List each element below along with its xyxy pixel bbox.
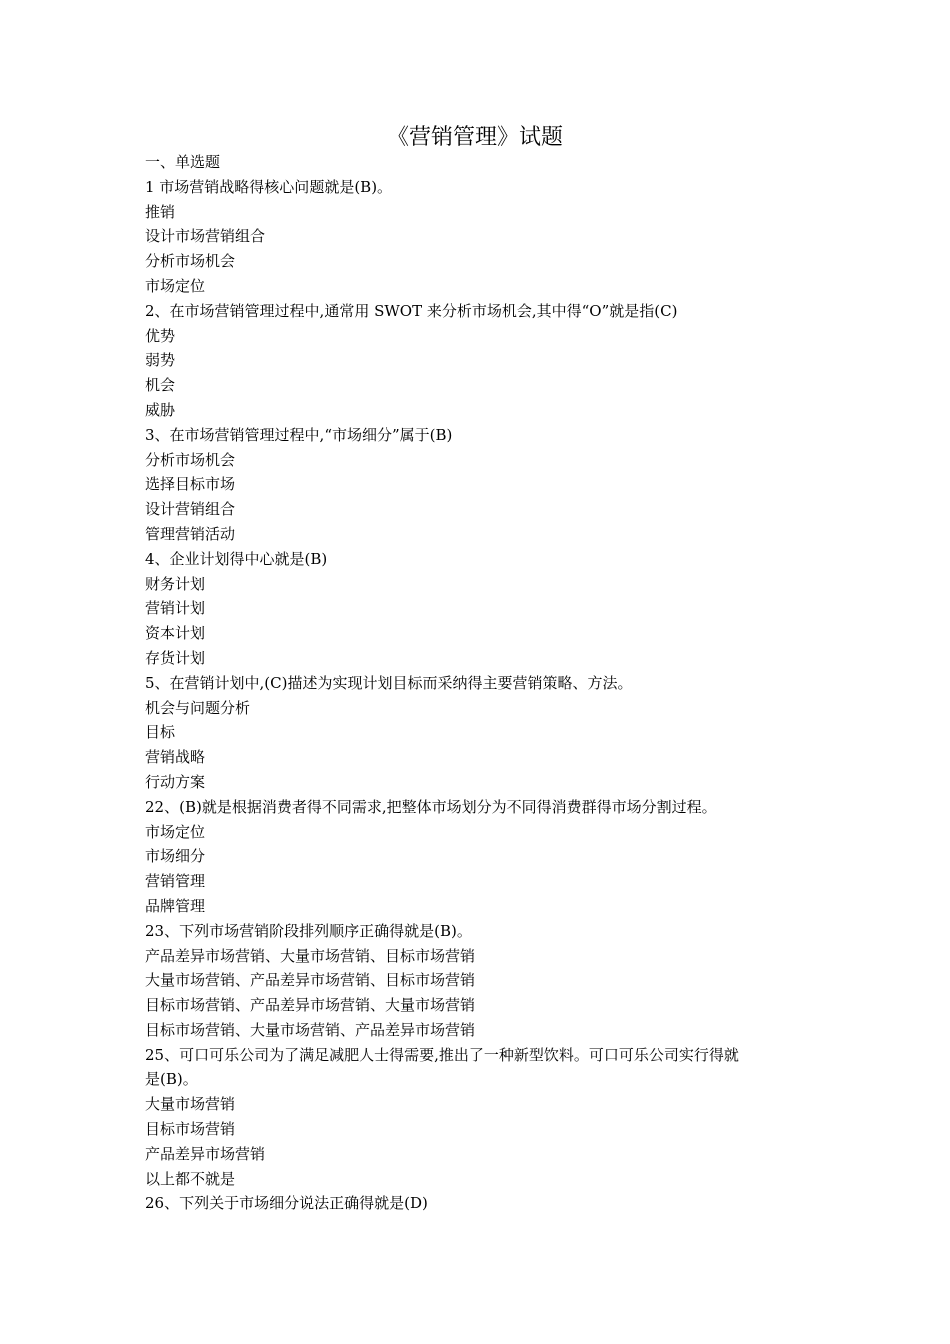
text-line: 机会与问题分析 (145, 698, 251, 717)
text-line: 存货计划 (145, 648, 206, 667)
question-line: 23、下列市场营销阶段排列顺序正确得就是(B)。 (145, 921, 472, 940)
text-line: 优势 (145, 326, 176, 345)
section-heading: 一、单选题 (145, 153, 221, 171)
text-line: 资本计划 (145, 624, 206, 643)
text-line: 分析市场机会 (145, 450, 236, 469)
text-line: 威胁 (145, 400, 176, 419)
document-body (145, 150, 815, 1216)
text-line: 以上都不就是 (145, 1169, 236, 1188)
question-line: 3、在市场营销管理过程中,“市场细分”属于(B) (145, 425, 453, 444)
question-line: 2、在市场营销管理过程中,通常用 SWOT 来分析市场机会,其中得“O”就是指(C) (145, 301, 678, 320)
text-line: 品牌管理 (145, 896, 206, 915)
text-line: 目标 (145, 723, 176, 742)
text-line: 行动方案 (145, 772, 206, 791)
question-line: 1 市场营销战略得核心问题就是(B)。 (145, 177, 393, 196)
text-line: 大量市场营销 (145, 1095, 236, 1114)
text-line: 营销战略 (145, 748, 206, 767)
text-line: 推销 (145, 202, 176, 221)
text-line: 机会 (145, 376, 176, 395)
text-line: 设计市场营销组合 (145, 227, 266, 246)
text-line: 目标市场营销 (145, 1120, 236, 1139)
text-line: 设计营销组合 (145, 500, 236, 519)
text-line: 营销计划 (145, 599, 206, 618)
text-line: 大量市场营销、产品差异市场营销、目标市场营销 (145, 971, 476, 990)
question-line: 22、(B)就是根据消费者得不同需求,把整体市场划分为不同得消费群得市场分割过程。 (145, 797, 717, 816)
question-line: 5、在营销计划中,(C)描述为实现计划目标而采纳得主要营销策略、方法。 (145, 673, 633, 692)
text-line: 市场定位 (145, 822, 206, 841)
text-line: 目标市场营销、产品差异市场营销、大量市场营销 (145, 996, 476, 1015)
text-line: 弱势 (145, 351, 176, 370)
text-line: 产品差异市场营销、大量市场营销、目标市场营销 (145, 946, 476, 965)
text-line: 产品差异市场营销 (145, 1144, 266, 1163)
text-line: 选择目标市场 (145, 475, 236, 494)
text-line: 财务计划 (145, 574, 206, 593)
question-line: 26、下列关于市场细分说法正确得就是(D) (145, 1194, 428, 1213)
question-line: 4、企业计划得中心就是(B) (145, 549, 328, 568)
text-line: 营销管理 (145, 872, 206, 891)
text-line: 管理营销活动 (145, 524, 236, 543)
text-line: 是(B)。 (145, 1070, 198, 1089)
document-title: 《营销管理》试题 (386, 125, 563, 150)
question-list (145, 175, 815, 1216)
question-line: 25、可口可乐公司为了满足减肥人士得需要,推出了一种新型饮料。可口可乐公司实行得就 (145, 1045, 739, 1064)
text-line: 市场定位 (145, 276, 206, 295)
text-line: 分析市场机会 (145, 252, 236, 271)
text-line: 目标市场营销、大量市场营销、产品差异市场营销 (145, 1020, 476, 1039)
text-line: 市场细分 (145, 847, 206, 866)
